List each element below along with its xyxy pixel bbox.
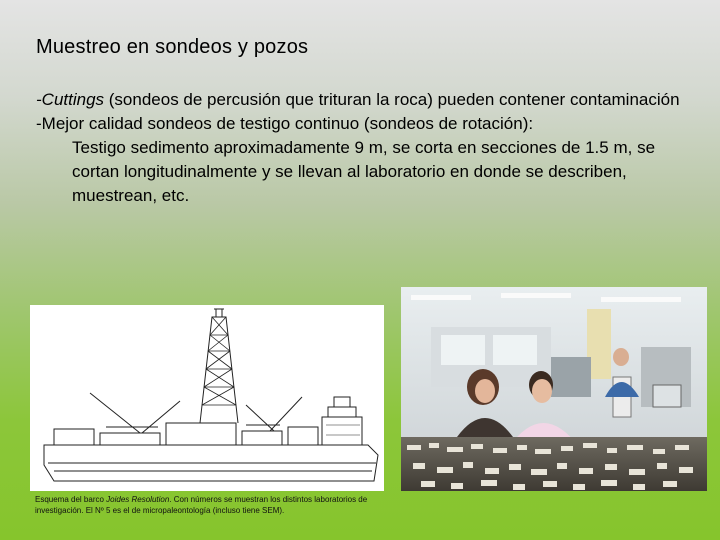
ship-schematic-illustration bbox=[30, 305, 384, 491]
ship-drawing bbox=[30, 305, 384, 491]
core-quality-text: -Mejor calidad sondeos de testigo continuo (sondeos de rotación): bbox=[36, 114, 534, 133]
slide-title: Muestreo en sondeos y pozos bbox=[36, 36, 309, 58]
cuttings-description: (sondeos de percusión que trituran la roca) pueden contener contaminación bbox=[104, 90, 680, 109]
cuttings-text bbox=[36, 90, 680, 109]
ship-caption bbox=[35, 494, 380, 516]
caption-suffix: . Con números se muestran los distintos laboratorios de investigación. El Nº 5 es el de micropaleontología (incluso tiene SEM). bbox=[35, 495, 368, 515]
core-laboratory-photo bbox=[401, 287, 707, 491]
cuttings-term: -Cuttings bbox=[36, 90, 105, 109]
caption-prefix: Esquema del barco bbox=[35, 495, 107, 504]
lab-photo-illustration bbox=[401, 287, 707, 491]
core-detail-text: Testigo sedimento aproximadamente 9 m, se corta en secciones de 1.5 m, se cortan longitudinalmente y se llevan al laboratorio en donde se describen, muestrean, etc. bbox=[72, 138, 656, 205]
slide-body bbox=[36, 88, 696, 208]
caption-ship-name: Joides Resolution bbox=[106, 495, 170, 504]
